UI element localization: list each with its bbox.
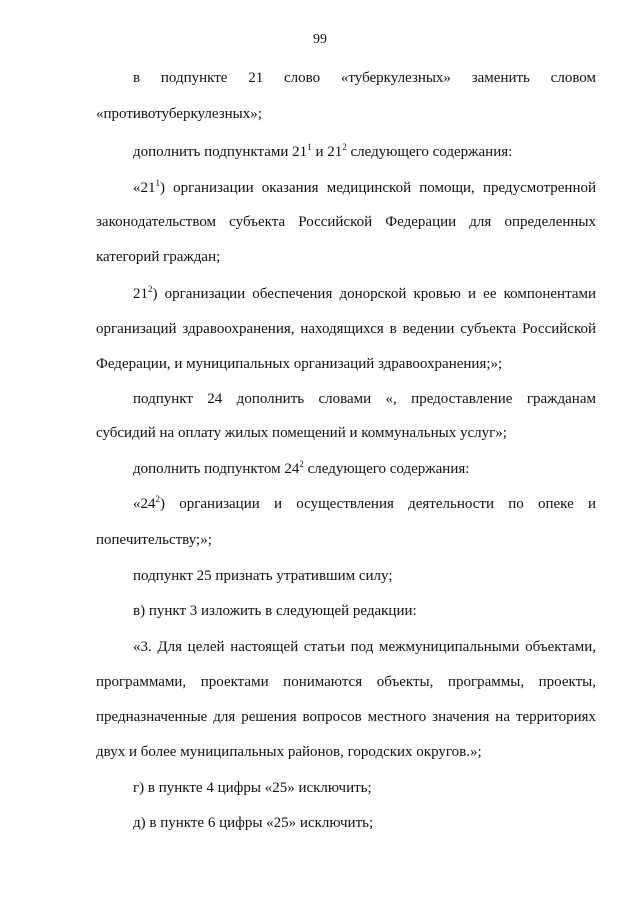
page-number: 99 — [313, 32, 327, 47]
paragraph-line: субсидий на оплату жилых помещений и коммунальных услуг»; — [96, 425, 507, 441]
paragraph-line: в) пункт 3 изложить в следующей редакции: — [133, 603, 417, 619]
paragraph-line: «противотуберкулезных»; — [96, 106, 262, 122]
paragraph-line: $21^2$) организации обеспечения донорской кровью и ее компонентами — [133, 284, 596, 302]
paragraph-line: «$21^1$) организации оказания медицинской помощи, предусмотренной — [133, 178, 596, 196]
paragraph-line: организаций здравоохранения, находящихся в ведении субъекта Российской — [96, 321, 596, 337]
paragraph-line: попечительству;»; — [96, 532, 212, 548]
paragraph-line: подпункт 25 признать утратившим силу; — [133, 568, 393, 584]
paragraph-line: предназначенные для решения вопросов местного значения на территориях — [96, 709, 596, 725]
paragraph-line: «$24^2$) организации и осуществления деятельности по опеке и — [133, 494, 596, 512]
paragraph-line: дополнить подпунктами $21^1$ и $21^2$ следующего содержания: — [133, 142, 513, 160]
paragraph-line: Федерации, и муниципальных организаций здравоохранения;»; — [96, 356, 503, 372]
paragraph-line: «3. Для целей настоящей статьи под межмуниципальными объектами, — [133, 639, 596, 655]
paragraph-line: категорий граждан; — [96, 249, 221, 265]
paragraph-line: в подпункте 21 слово «туберкулезных» заменить словом — [133, 70, 596, 86]
paragraph-line: д) в пункте 6 цифры «25» исключить; — [133, 815, 374, 831]
paragraph-line: дополнить подпунктом $24^2$ следующего содержания: — [133, 459, 470, 477]
paragraph-line: двух и более муниципальных районов, городских округов.»; — [96, 744, 482, 760]
paragraph-line: законодательством субъекта Российской Федерации для определенных — [96, 214, 596, 230]
paragraph-line: г) в пункте 4 цифры «25» исключить; — [133, 780, 372, 796]
paragraph-line: программами, проектами понимаются объекты, программы, проекты, — [96, 674, 596, 690]
paragraph-line: подпункт 24 дополнить словами «, предоставление гражданам — [133, 391, 596, 407]
